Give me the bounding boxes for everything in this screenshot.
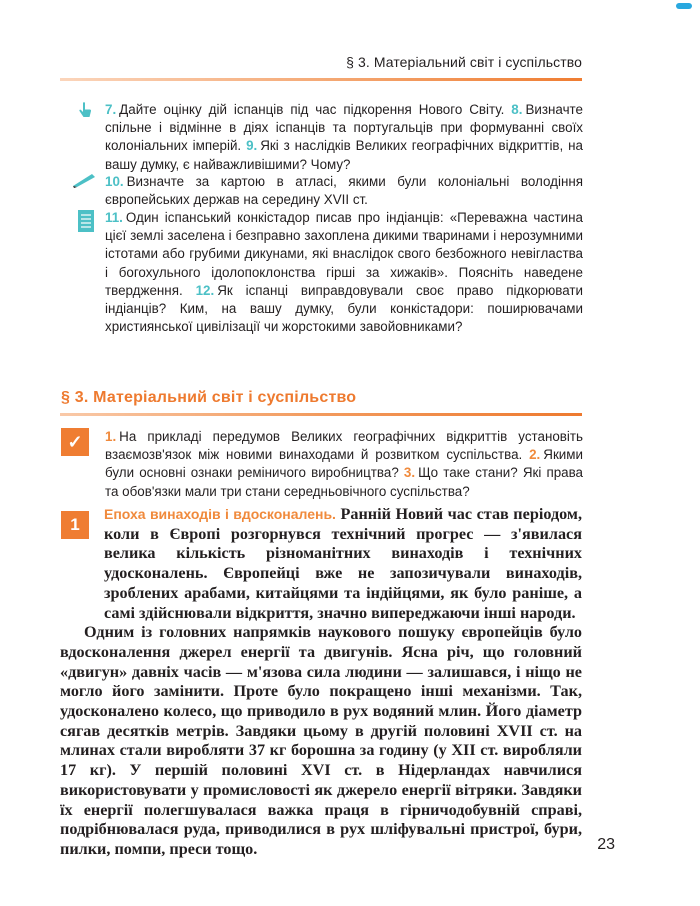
header-rule [60,78,582,81]
task-number: 10. [105,174,124,189]
question-text: Що таке стани? Які права та обов'язки мали три стани середньовічного суспільства? [105,465,584,499]
subsection-body [60,505,582,860]
task-text: Як іспанці виправдовували своє право підкорювати індіанців? Ким, на вашу думку, були конкістадори: поширювачами християнської цивілізації чи жорстокими завойовниками? [105,282,583,335]
running-header: § 3. Матеріальний світ і суспільство [346,54,582,70]
task-group-10 [105,173,583,209]
section-rule [60,413,582,416]
paragraph-1-text: Ранній Новий час став періодом, коли в Європі розгорнувся технічний прогрес — з'явилася велика кількість різноманітних винаходів і технічних удосконалень. Європейці вже не запозичували винаходів, зроблених арабами, китайцями та індійцями, як було раніше, а самі здійснювали відкриття, значно випереджаючи інші народи. [104,505,582,622]
task-number: 8. [511,102,523,117]
task-text: Визначте спільне і відмінне в діях іспанців та португальців при формуванні своїх колоніальних імперій. [105,102,583,154]
task-number: 9. [246,138,258,154]
section-title: § 3. Матеріальний світ і суспільство [61,389,357,406]
task-text: Визначте за картою в атласі, якими були колоніальні володіння європейських держав на середину XVII ст. [105,174,583,208]
task-number: 11. [105,210,123,225]
hand-pointer-icon [75,101,95,126]
subsection-lead: Епоха винаходів і вдосконалень. [104,506,336,522]
paragraph-2: Одним із головних напрямків наукового пошуку європейців було вдосконалення джерел енергії та двигунів. Ясна річ, що головний «двигун» давніх часів — м'язова сила людини — залишався, і ніщо не могло його замінити. Проте було покращено інші механізми. Так, удосконалено колесо, що приводило в рух водяний млин. Його діаметр сягав десятків метрів. Завдяки цьому в другій половині XVII ст. на млинах стали виробляти 37 кг борошна за годину (у XII ст. виробляли 17 кг). У першій половині XVI ст. в Нідерландах навчилися використовувати у промисловості як джерело енергії вітряки. Завдяки їх енергії полегшувалася важка праця в гірничодобувній справі, подрібнювалася руда, приводилися в рух шліфувальні пристрої, бури, пилки, помпи, преси тощо. [60,623,582,858]
task-group-7-9 [105,101,583,174]
question-text: Якими були основні ознаки реміничого виробництва? [105,447,583,481]
task-text: Які з наслідків Великих географічних відкриттів, на вашу думку, є найважливішими? Чому? [105,138,583,172]
page-number: 23 [597,836,615,853]
task-text: Один іспанський конкістадор писав про індіанців: «Переважна частина цієї землі заселена і безправно захоплена дикими тваринами і нерозумними істотами або грубими дикунами, які внаслідок свого безбожного невігластва і богохульного ідолопоклонства гірші за хижаків». Поясніть наведене твердження. [105,210,583,298]
paragraph-1 [60,505,582,623]
pencil-map-icon [72,172,96,193]
question-number: 2. [529,447,541,463]
subsection-number: 1 [61,511,89,539]
document-icon [78,210,94,237]
task-number: 7. [105,102,117,117]
question-number: 3. [403,465,416,481]
question-text: На прикладі передумов Великих географічних відкриттів установіть взаємозв'язок між новими винаходами й розвитком суспільства. [105,429,583,463]
review-questions [105,428,583,501]
corner-logo-mark [676,3,692,9]
task-number: 12. [195,282,215,298]
task-group-11-12 [105,209,583,336]
task-text: Дайте оцінку дій іспанців під час підкорення Нового Світу. [119,102,505,117]
checkmark-icon: ✓ [61,428,89,456]
question-number: 1. [105,429,117,444]
